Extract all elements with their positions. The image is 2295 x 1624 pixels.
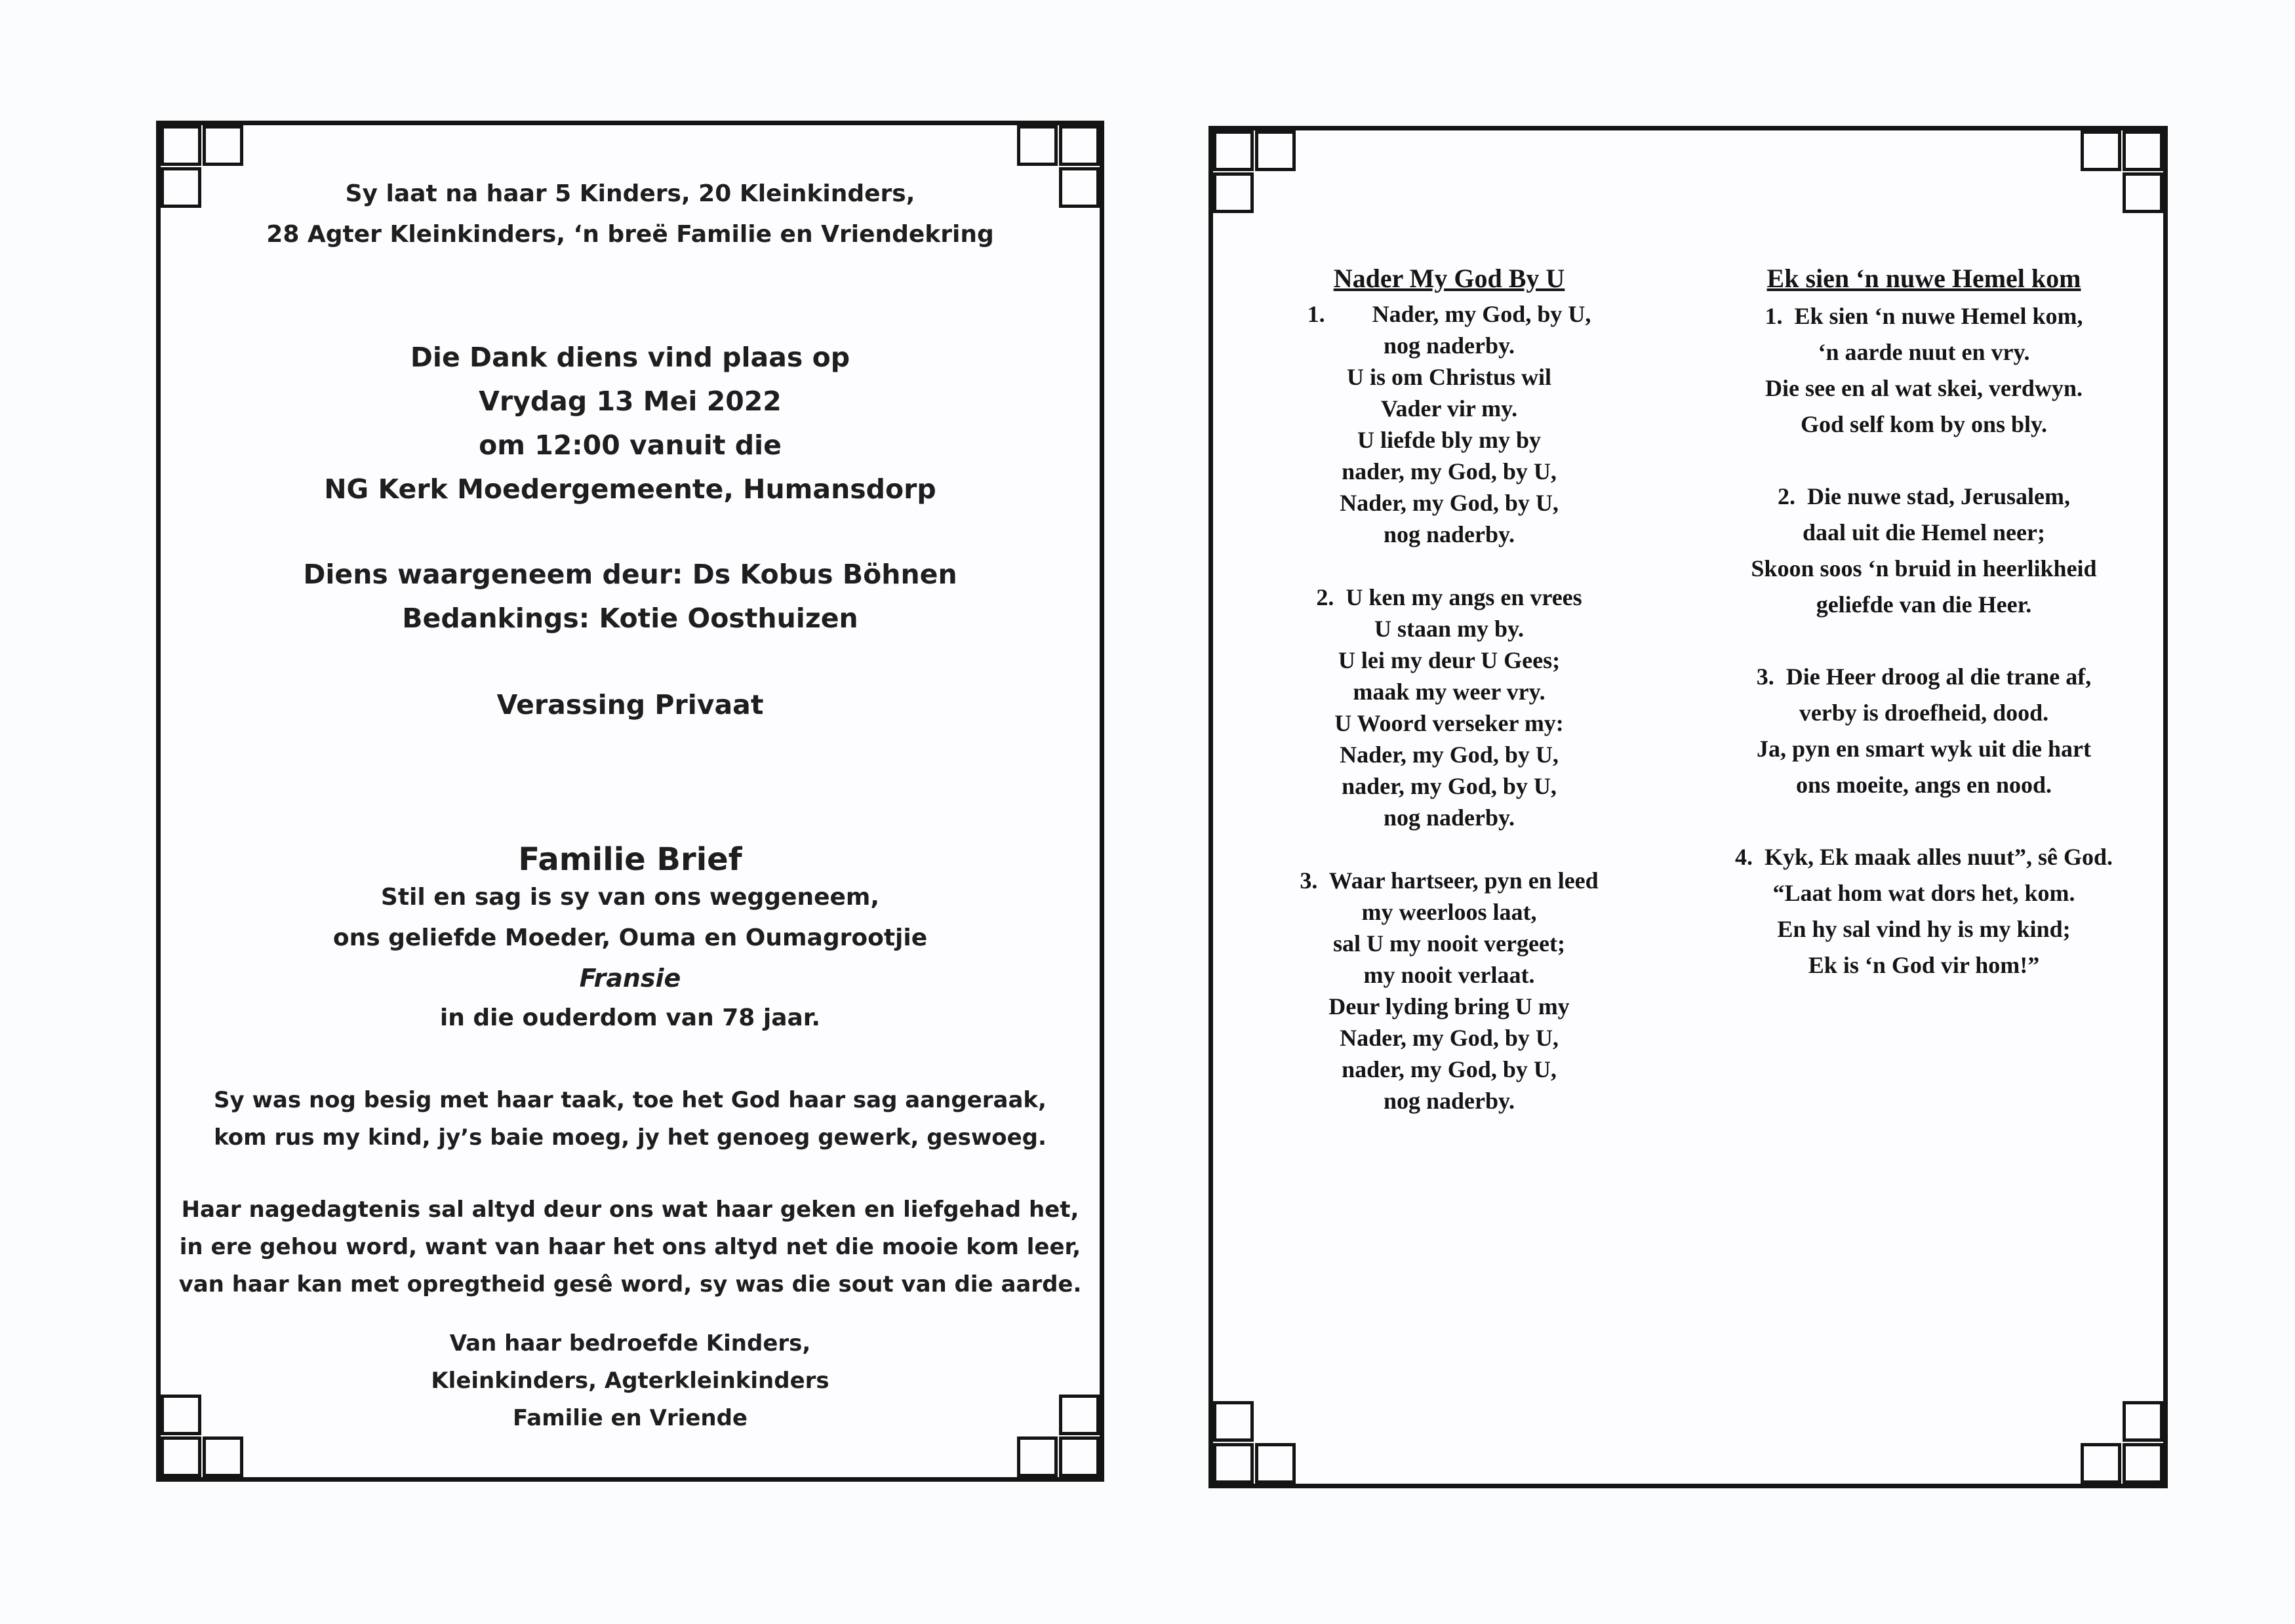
hymn-line: maak my weer vry. [1353,679,1546,705]
service-venue: NG Kerk Moedergemeente, Humansdorp [324,473,936,505]
verse-gap [1259,550,1639,582]
hymn-line: U liefde bly my by [1357,427,1541,453]
corner-ornament [2073,130,2163,221]
hymn-nader-my-god [1259,259,1639,1117]
hymn-line: nog naderby. [1383,521,1515,547]
hymn-line: Ek is ‘n God vir hom!” [1808,952,2040,978]
hymn-verses [1707,298,2140,983]
hymn-line: Die see en al wat skei, verdwyn. [1765,375,2083,401]
hymn-line: nog naderby. [1383,804,1515,831]
hymn-line: 3. Die Heer droog al die trane af, [1756,663,2092,690]
hymn-line: ons moeite, angs en nood. [1795,772,2052,798]
corner-ornament [2073,1393,2163,1484]
hymn-line: 2. Die nuwe stad, Jerusalem, [1778,483,2070,509]
hymn-line: geliefde van die Heer. [1816,591,2032,618]
hymn-line: verby is droefheid, dood. [1799,700,2049,726]
signoff-line: Familie en Vriende [513,1405,748,1431]
hymn-line: En hy sal vind hy is my kind; [1777,916,2071,942]
hymn-line: nader, my God, by U, [1342,1056,1557,1082]
hymn-line: nader, my God, by U, [1342,458,1557,485]
verse-gap [1707,443,2140,479]
hymn-verses [1259,298,1639,1117]
hymn-nuwe-hemel [1707,259,2140,983]
letter-intro [161,877,1100,959]
hymn-line: U staan my by. [1374,616,1525,642]
service-time: om 12:00 vanuit die [479,429,782,461]
service-details [161,336,1100,511]
hymn-line: 2. U ken my angs en vrees [1316,584,1582,610]
paragraph-line: van haar kan met opregtheid gesê word, sy was die sout van die aarde. [178,1271,1082,1297]
hymn-line: God self kom by ons bly. [1800,411,2048,437]
paragraph-line: Sy was nog besig met haar taak, toe het God haar sag aangeraak, [214,1087,1047,1113]
paragraph-line: Haar nagedagtenis sal altyd deur ons wat haar geken en liefgehad het, [181,1197,1079,1223]
survived-line: 28 Agter Kleinkinders, ‘n breë Familie en Vriendekring [266,221,994,248]
hymn-line: U lei my deur U Gees; [1338,647,1561,673]
service-date: Vrydag 13 Mei 2022 [479,386,782,417]
hymn-line: Nader, my God, by U, [1340,1025,1559,1051]
officiant-line: Diens waargeneem deur: Ds Kobus Böhnen [303,559,957,590]
paragraph-line: in ere gehou word, want van haar het ons altyd net die mooie kom leer, [179,1234,1081,1260]
hymn-line: daal uit die Hemel neer; [1803,519,2045,545]
hymn-title: Nader My God By U [1333,264,1565,293]
verse-gap [1707,803,2140,839]
corner-ornament [1213,1393,1304,1484]
hymn-line: Skoon soos ‘n bruid in heerlikheid [1751,555,2097,582]
letter-paragraph-2 [161,1191,1100,1303]
hymn-line: 4. Kyk, Ek maak alles nuut”, sê God. [1734,844,2113,870]
survived-by [161,174,1100,255]
hymn-line: 1. Ek sien ‘n nuwe Hemel kom, [1765,303,2083,329]
hymn-line: U is om Christus wil [1346,364,1552,390]
letter-intro-line: ons geliefde Moeder, Ouma en Oumagrootjie [332,924,928,951]
letter-intro-line: Stil en sag is sy van ons weggeneem, [380,884,880,911]
signoff-line: Kleinkinders, Agterkleinkinders [431,1368,829,1394]
hymn-line: nog naderby. [1383,1088,1515,1114]
hymn-line: sal U my nooit vergeet; [1333,930,1565,957]
hymn-line: Nader, my God, by U, [1340,490,1559,516]
age-line: in die ouderdom van 78 jaar. [439,1004,821,1031]
hymn-line: 1. Nader, my God, by U, [1307,301,1591,327]
corner-ornament [1213,130,1304,221]
verse-gap [1707,623,2140,659]
deceased-name: Fransie [579,964,681,993]
letter-title: Familie Brief [518,841,742,878]
signoff [161,1325,1100,1437]
hymn-line: Vader vir my. [1380,395,1518,422]
cremation-note: Verassing Privaat [496,689,764,721]
officiants [161,553,1100,641]
signoff-line: Van haar bedroefde Kinders, [449,1330,811,1357]
hymn-line: 3. Waar hartseer, pyn en leed [1300,867,1599,894]
verse-gap [1259,833,1639,865]
hymn-title: Ek sien ‘n nuwe Hemel kom [1766,264,2081,293]
hymn-line: ‘n aarde nuut en vry. [1818,339,2030,365]
hymn-line: nog naderby. [1383,332,1515,359]
hymn-line: my weerloos laat, [1361,899,1537,925]
left-page [156,121,1104,1482]
paragraph-line: kom rus my kind, jy’s baie moeg, jy het genoeg gewerk, geswoeg. [214,1124,1047,1151]
hymn-line: my nooit verlaat. [1363,962,1535,988]
hymn-line: nader, my God, by U, [1342,773,1557,799]
right-page [1208,126,2168,1488]
hymn-line: Deur lyding bring U my [1328,993,1570,1020]
hymn-line: Ja, pyn en smart wyk uit die hart [1756,736,2092,762]
thanks-line: Bedankings: Kotie Oosthuizen [402,603,858,634]
letter-paragraph-1 [161,1082,1100,1157]
survived-line: Sy laat na haar 5 Kinders, 20 Kleinkinders, [345,180,915,207]
hymn-line: U Woord verseker my: [1334,710,1564,736]
service-line: Die Dank diens vind plaas op [410,342,850,373]
hymn-line: Nader, my God, by U, [1340,742,1559,768]
hymn-line: “Laat hom wat dors het, kom. [1772,880,2075,906]
